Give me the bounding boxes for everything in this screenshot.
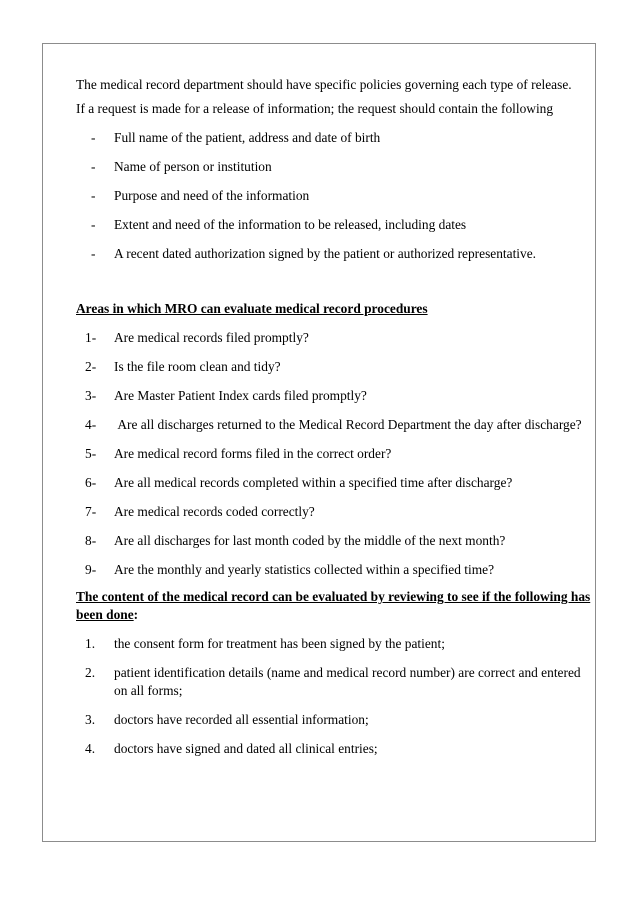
list-item: - A recent dated authorization signed by the patient or authorized representative. <box>91 246 537 261</box>
list-item: - Extent and need of the information to be released, including dates <box>91 217 467 232</box>
list-item: 4- Are all discharges returned to the Medical Record Department the day after discharge? <box>85 417 582 432</box>
list-item: 1- Are medical records filed promptly? <box>85 330 309 345</box>
list-item: - Full name of the patient, address and date of birth <box>91 130 381 145</box>
list-item: - Name of person or institution <box>91 159 272 174</box>
areas-list <box>76 329 596 579</box>
list-item: 9- Are the monthly and yearly statistics collected within a specified time? <box>85 562 495 577</box>
list-item: 3. doctors have recorded all essential information; <box>85 712 369 727</box>
list-item: 1. the consent form for treatment has been signed by the patient; <box>85 636 445 651</box>
areas-heading: Areas in which MRO can evaluate medical record procedures <box>76 301 428 316</box>
list-item: 6- Are all medical records completed within a specified time after discharge? <box>85 475 513 490</box>
list-item: - Purpose and need of the information <box>91 188 310 203</box>
list-item: 2. patient identification details (name and medical record number) are correct and entered on all forms; <box>85 665 581 698</box>
list-item: 8- Are all discharges for last month coded by the middle of the next month? <box>85 533 506 548</box>
list-item: 3- Are Master Patient Index cards filed promptly? <box>85 388 367 403</box>
request-requirements-list <box>76 129 596 263</box>
content-heading-underlined: The content of the medical record can be evaluated by reviewing to see if the following has been done <box>76 589 591 622</box>
list-item: 2- Is the file room clean and tidy? <box>85 359 281 374</box>
list-item: 7- Are medical records coded correctly? <box>85 504 315 519</box>
list-item: 5- Are medical record forms filed in the correct order? <box>85 446 392 461</box>
content-evaluation-heading <box>76 588 596 624</box>
list-item: 4. doctors have signed and dated all clinical entries; <box>85 741 378 756</box>
document-body <box>76 76 596 769</box>
request-lead-paragraph: If a request is made for a release of information; the request should contain the following <box>76 101 554 116</box>
content-evaluation-list <box>76 635 596 758</box>
content-heading-tail: : <box>133 607 139 622</box>
intro-paragraph: The medical record department should have specific policies governing each type of release. <box>76 77 572 92</box>
